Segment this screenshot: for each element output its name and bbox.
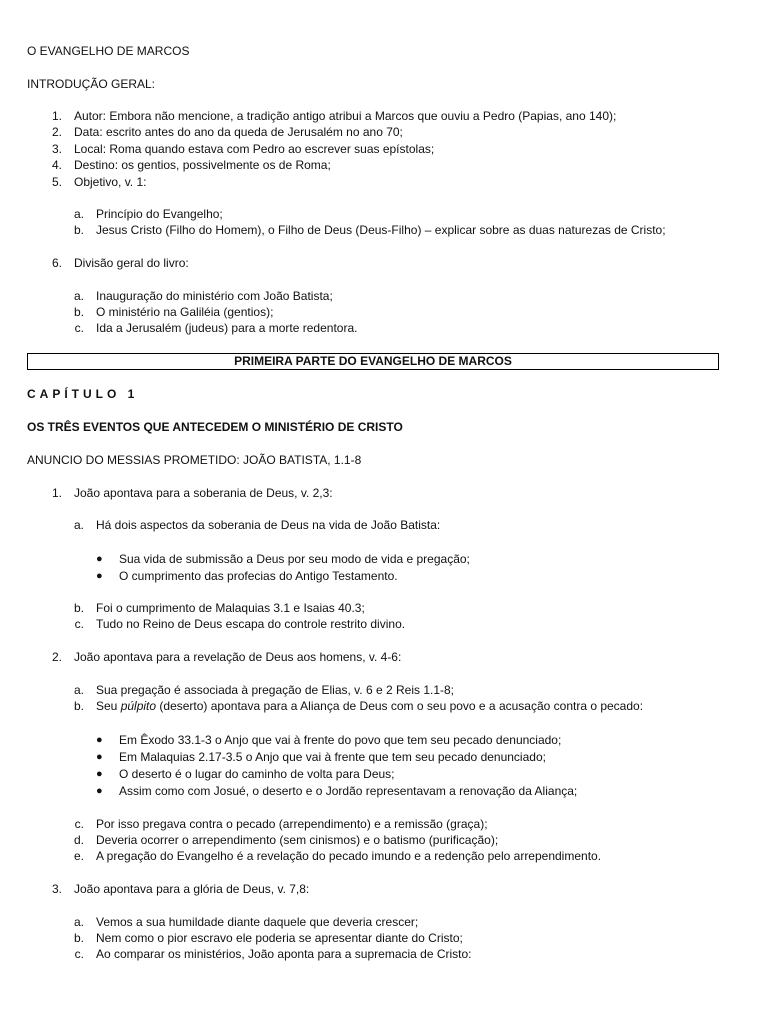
list-item: Local: Roma quando estava com Pedro ao escrever suas epístolas;	[74, 142, 435, 156]
bullet-icon: ●	[96, 785, 103, 797]
list-item: Vemos a sua humildade diante daquele que deveria crescer;	[96, 915, 419, 929]
list-marker: c.	[74, 817, 84, 831]
list-item: João apontava para a soberania de Deus, v. 2,3:	[74, 486, 333, 500]
list-item: O ministério na Galiléia (gentios);	[96, 305, 274, 319]
part-banner: PRIMEIRA PARTE DO EVANGELHO DE MARCOS	[27, 353, 719, 370]
list-item: Destino: os gentios, possivelmente os de Roma;	[74, 158, 331, 172]
bullet-item: Sua vida de submissão a Deus por seu modo de vida e pregação;	[119, 552, 470, 566]
list-item: Ao comparar os ministérios, João aponta para a supremacia de Cristo:	[96, 947, 472, 961]
list-item-text: Seu	[96, 699, 121, 713]
list-item	[96, 699, 643, 714]
list-marker: c.	[74, 947, 84, 961]
list-item: Deveria ocorrer o arrependimento (sem cinismos) e o batismo (purificação);	[96, 833, 499, 847]
list-marker: 2.	[51, 650, 62, 664]
list-marker: 3.	[51, 882, 62, 896]
list-item: Inauguração do ministério com João Batista;	[96, 289, 333, 303]
document-title: O EVANGELHO DE MARCOS	[27, 44, 190, 58]
bullet-icon: ●	[96, 751, 103, 763]
bullet-icon: ●	[96, 768, 103, 780]
list-marker: 5.	[51, 175, 62, 189]
list-item: Ida a Jerusalém (judeus) para a morte redentora.	[96, 321, 358, 335]
list-marker: 1.	[51, 109, 62, 123]
list-marker: c.	[74, 321, 84, 335]
list-item: Princípio do Evangelho;	[96, 207, 223, 221]
list-item: Sua pregação é associada à pregação de Elias, v. 6 e 2 Reis 1.1-8;	[96, 683, 455, 697]
list-marker: 2.	[51, 125, 62, 139]
list-item: Tudo no Reino de Deus escapa do controle restrito divino.	[96, 617, 406, 631]
list-marker: b.	[73, 305, 84, 319]
list-marker: c.	[74, 617, 84, 631]
bullet-item: O cumprimento das profecias do Antigo Testamento.	[119, 569, 398, 583]
list-item: Autor: Embora não mencione, a tradição antigo atribui a Marcos que ouviu a Pedro (Papias, ano 140);	[74, 109, 617, 123]
list-item-text: (deserto) apontava para a Aliança de Deus com o seu povo e a acusação contra o pecado:	[156, 699, 644, 713]
list-item: Nem como o pior escravo ele poderia se apresentar diante do Cristo;	[96, 931, 463, 945]
bullet-icon: ●	[96, 570, 103, 582]
bullet-item: Assim como com Josué, o deserto e o Jordão representavam a renovação da Aliança;	[119, 784, 578, 798]
list-marker: e.	[73, 849, 84, 863]
list-marker: b.	[73, 601, 84, 615]
list-marker: 3.	[51, 142, 62, 156]
list-marker: b.	[73, 699, 84, 713]
list-marker: a.	[73, 683, 84, 697]
list-marker: a.	[73, 915, 84, 929]
list-marker: d.	[73, 833, 84, 847]
bullet-item: O deserto é o lugar do caminho de volta para Deus;	[119, 767, 395, 781]
list-item: Por isso pregava contra o pecado (arrependimento) e a remissão (graça);	[96, 817, 488, 831]
list-marker: a.	[73, 207, 84, 221]
list-item: Foi o cumprimento de Malaquias 3.1 e Isaias 40.3;	[96, 601, 365, 615]
list-item: Divisão geral do livro:	[74, 256, 189, 270]
list-marker: b.	[73, 931, 84, 945]
list-marker: a.	[73, 518, 84, 532]
list-marker: a.	[73, 289, 84, 303]
bullet-icon: ●	[96, 734, 103, 746]
bullet-item: Em Malaquias 2.17-3.5 o Anjo que vai à frente que tem seu pecado denunciado;	[119, 750, 546, 764]
chapter-heading: CAPÍTULO 1	[27, 387, 139, 401]
list-marker: 4.	[51, 158, 62, 172]
list-marker: b.	[73, 223, 84, 237]
bullet-item: Em Êxodo 33.1-3 o Anjo que vai à frente do povo que tem seu pecado denunciado;	[119, 733, 562, 747]
list-item: João apontava para a glória de Deus, v. 7,8:	[74, 882, 310, 896]
list-item: João apontava para a revelação de Deus aos homens, v. 4-6:	[74, 650, 402, 664]
list-item: A pregação do Evangelho é a revelação do pecado imundo e a redenção pelo arrependimento.	[96, 849, 602, 863]
list-item: Data: escrito antes do ano da queda de Jerusalém no ano 70;	[74, 125, 403, 139]
section-heading: OS TRÊS EVENTOS QUE ANTECEDEM O MINISTÉRIO DE CRISTO	[27, 420, 403, 434]
list-item: Jesus Cristo (Filho do Homem), o Filho de Deus (Deus-Filho) – explicar sobre as duas naturezas de Cristo;	[96, 223, 666, 237]
list-item: Objetivo, v. 1:	[74, 175, 147, 189]
list-item: Há dois aspectos da soberania de Deus na vida de João Batista:	[96, 518, 441, 532]
bullet-icon: ●	[96, 553, 103, 565]
list-marker: 1.	[51, 486, 62, 500]
list-item-emphasis: púlpito	[120, 699, 157, 713]
list-marker: 6.	[51, 256, 62, 270]
intro-heading: INTRODUÇÃO GERAL:	[27, 77, 156, 91]
subsection-heading: ANUNCIO DO MESSIAS PROMETIDO: JOÃO BATISTA, 1.1-8	[27, 453, 362, 467]
